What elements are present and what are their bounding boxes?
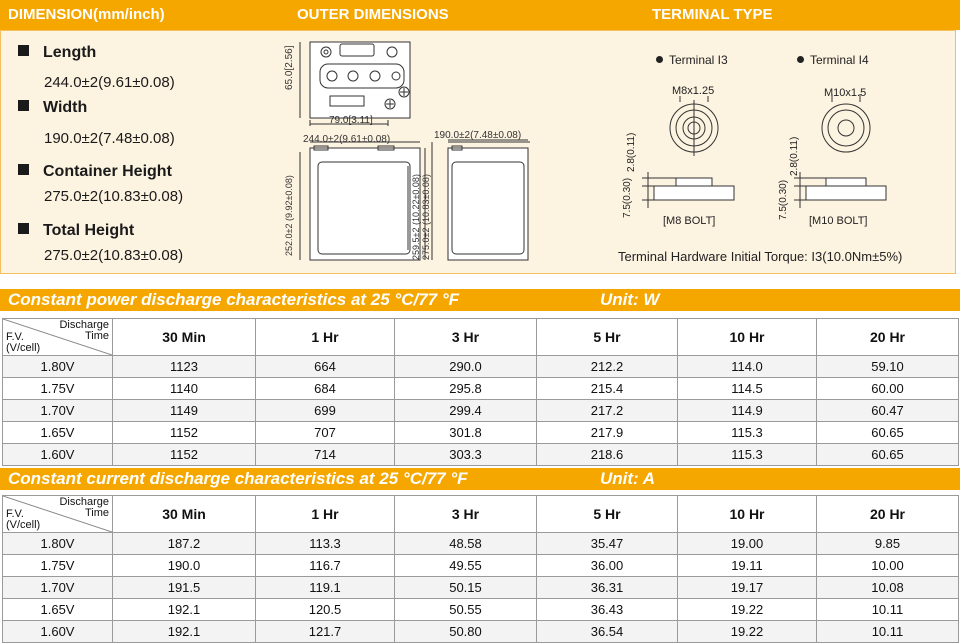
outer-dimensions-title: OUTER DIMENSIONS: [297, 6, 449, 23]
bullet-dot-icon: [797, 56, 804, 63]
value-cell: 707: [256, 422, 395, 444]
table-row: [3, 400, 959, 422]
value-cell: 187.2: [113, 533, 256, 555]
value-cell: 217.9: [537, 422, 678, 444]
terminal-i3-dim-b: 7.5(0.30): [622, 177, 633, 218]
current-section-title: Constant current discharge characteristics at 25 °C/77 °F: [8, 469, 468, 488]
value-cell: 1140: [113, 378, 256, 400]
fv-cell: 1.75V: [3, 555, 113, 577]
value-cell: 114.5: [678, 378, 817, 400]
value-cell: 9.85: [817, 533, 959, 555]
value-cell: 50.15: [395, 577, 537, 599]
table-row: [3, 577, 959, 599]
value-cell: 1152: [113, 422, 256, 444]
torque-note: Terminal Hardware Initial Torque: I3(10.0Nm±5%): [618, 249, 903, 264]
spec-container-height-label: Container Height: [18, 163, 172, 181]
value-cell: 115.3: [678, 422, 817, 444]
column-header: 20 Hr: [817, 496, 959, 533]
value-cell: 10.08: [817, 577, 959, 599]
table-corner-cell: Discharge Time F.V. (V/cell): [3, 319, 113, 356]
value-cell: 36.43: [537, 599, 678, 621]
terminal-i4-dim-b: 7.5(0.30): [778, 179, 789, 220]
power-section-bar: [0, 289, 960, 311]
spec-total-height-value: 275.0±2(10.83±0.08): [44, 247, 184, 264]
value-cell: 10.11: [817, 599, 959, 621]
value-cell: 684: [256, 378, 395, 400]
value-cell: 48.58: [395, 533, 537, 555]
value-cell: 19.22: [678, 599, 817, 621]
value-cell: 192.1: [113, 621, 256, 643]
value-cell: 119.1: [256, 577, 395, 599]
column-header: 10 Hr: [678, 496, 817, 533]
bullet-square-icon: [18, 164, 29, 175]
value-cell: 36.54: [537, 621, 678, 643]
power-section-title: Constant power discharge characteristics at 25 °C/77 °F: [8, 290, 460, 309]
table-row: [3, 621, 959, 643]
side-width-label: 190.0±2(7.48±0.08): [434, 130, 522, 141]
fv-cell: 1.80V: [3, 356, 113, 378]
value-cell: 10.11: [817, 621, 959, 643]
spec-container-height-value: 275.0±2(10.83±0.08): [44, 188, 184, 205]
value-cell: 218.6: [537, 444, 678, 466]
value-cell: 191.5: [113, 577, 256, 599]
fv-cell: 1.65V: [3, 599, 113, 621]
fv-cell: 1.75V: [3, 378, 113, 400]
column-header: 1 Hr: [256, 496, 395, 533]
terminal-i4-dim-a: 2.8(0.11): [789, 136, 800, 176]
table-header-row: [3, 319, 959, 356]
value-cell: 120.5: [256, 599, 395, 621]
terminal-i4-bolt-label: [M10 BOLT]: [809, 215, 868, 227]
value-cell: 59.10: [817, 356, 959, 378]
column-header: 5 Hr: [537, 319, 678, 356]
fv-cell: 1.70V: [3, 400, 113, 422]
value-cell: 60.65: [817, 444, 959, 466]
column-header: 30 Min: [113, 496, 256, 533]
fv-cell: 1.80V: [3, 533, 113, 555]
spec-width-value: 190.0±2(7.48±0.08): [44, 130, 175, 147]
value-cell: 115.3: [678, 444, 817, 466]
front-height-a-label: 259.5±2 (10.22±0.08): [411, 174, 421, 260]
spec-length-label: Length: [18, 44, 96, 62]
top-view-height-label: 65.0[2.56]: [284, 45, 295, 90]
fv-cell: 1.70V: [3, 577, 113, 599]
spec-total-height-label: Total Height: [18, 222, 134, 240]
terminal-type-title: TERMINAL TYPE: [652, 6, 773, 23]
value-cell: 295.8: [395, 378, 537, 400]
table-header-row: [3, 496, 959, 533]
column-header: 30 Min: [113, 319, 256, 356]
table-row: [3, 444, 959, 466]
current-section-bar: [0, 468, 960, 490]
value-cell: 664: [256, 356, 395, 378]
column-header: 3 Hr: [395, 496, 537, 533]
column-header: 3 Hr: [395, 319, 537, 356]
value-cell: 36.31: [537, 577, 678, 599]
terminal-i4-title: Terminal I4: [797, 53, 869, 67]
terminal-i3-dim-a: 2.8(0.11): [626, 132, 637, 172]
value-cell: 19.22: [678, 621, 817, 643]
table-row: [3, 422, 959, 444]
front-width-label: 244.0±2(9.61±0.08): [303, 134, 391, 145]
value-cell: 212.2: [537, 356, 678, 378]
power-unit-label: Unit: W: [600, 290, 660, 309]
value-cell: 714: [256, 444, 395, 466]
fv-cell: 1.60V: [3, 444, 113, 466]
value-cell: 217.2: [537, 400, 678, 422]
value-cell: 60.47: [817, 400, 959, 422]
current-discharge-table: [2, 495, 959, 643]
terminal-i4-thread-label: M10x1.5: [824, 87, 867, 99]
spec-width-label: Width: [18, 99, 87, 117]
value-cell: 60.00: [817, 378, 959, 400]
top-view-width-label: 79.0[3.11]: [329, 115, 373, 126]
value-cell: 49.55: [395, 555, 537, 577]
terminal-i3-title: Terminal I3: [656, 53, 728, 67]
bullet-dot-icon: [656, 56, 663, 63]
value-cell: 19.00: [678, 533, 817, 555]
current-unit-label: Unit: A: [600, 469, 656, 488]
column-header: 1 Hr: [256, 319, 395, 356]
value-cell: 116.7: [256, 555, 395, 577]
value-cell: 699: [256, 400, 395, 422]
column-header: 10 Hr: [678, 319, 817, 356]
value-cell: 113.3: [256, 533, 395, 555]
value-cell: 19.17: [678, 577, 817, 599]
value-cell: 36.00: [537, 555, 678, 577]
table-row: [3, 533, 959, 555]
table-row: [3, 378, 959, 400]
bullet-square-icon: [18, 45, 29, 56]
value-cell: 192.1: [113, 599, 256, 621]
bullet-square-icon: [18, 223, 29, 234]
table-row: [3, 599, 959, 621]
value-cell: 114.0: [678, 356, 817, 378]
value-cell: 303.3: [395, 444, 537, 466]
terminal-i3-bolt-label: [M8 BOLT]: [663, 215, 716, 227]
spec-length-value: 244.0±2(9.61±0.08): [44, 74, 175, 91]
value-cell: 19.11: [678, 555, 817, 577]
value-cell: 121.7: [256, 621, 395, 643]
value-cell: 50.80: [395, 621, 537, 643]
value-cell: 1123: [113, 356, 256, 378]
table-row: [3, 555, 959, 577]
bullet-square-icon: [18, 100, 29, 111]
value-cell: 290.0: [395, 356, 537, 378]
column-header: 5 Hr: [537, 496, 678, 533]
value-cell: 35.47: [537, 533, 678, 555]
dimension-title: DIMENSION(mm/inch): [8, 6, 165, 23]
value-cell: 299.4: [395, 400, 537, 422]
table-row: [3, 356, 959, 378]
fv-cell: 1.60V: [3, 621, 113, 643]
value-cell: 114.9: [678, 400, 817, 422]
value-cell: 1149: [113, 400, 256, 422]
terminal-i3-thread-label: M8x1.25: [672, 85, 715, 97]
value-cell: 190.0: [113, 555, 256, 577]
table-corner-cell: Discharge Time F.V. (V/cell): [3, 496, 113, 533]
value-cell: 10.00: [817, 555, 959, 577]
power-discharge-table: [2, 318, 959, 466]
value-cell: 215.4: [537, 378, 678, 400]
column-header: 20 Hr: [817, 319, 959, 356]
front-height-b-label: 275.0±2 (10.83±0.08): [421, 174, 431, 260]
value-cell: 50.55: [395, 599, 537, 621]
front-height-inner-label: 252.0±2 (9.92±0.08): [284, 175, 294, 256]
value-cell: 1152: [113, 444, 256, 466]
value-cell: 301.8: [395, 422, 537, 444]
top-header-bar: [0, 0, 960, 30]
fv-cell: 1.65V: [3, 422, 113, 444]
value-cell: 60.65: [817, 422, 959, 444]
